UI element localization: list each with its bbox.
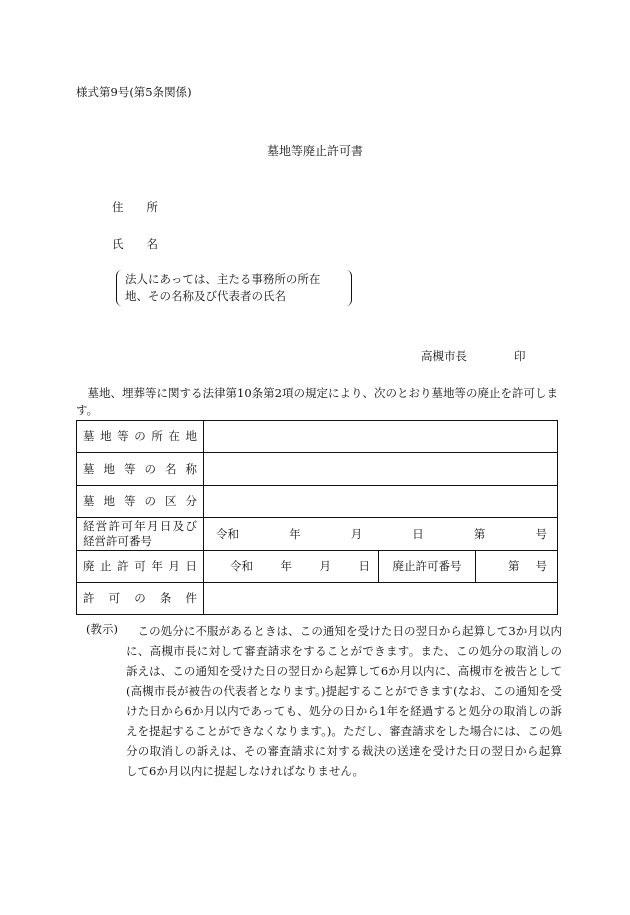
abolish-no-prefix: 第 [508, 559, 520, 573]
location-label: 墓地等の所在地 [83, 429, 197, 443]
permit-value-cell [204, 518, 558, 551]
permit-no-suffix: 号 [535, 526, 547, 541]
permit-era: 令和 [216, 526, 239, 541]
category-value-cell [204, 486, 558, 518]
cemetery-name-value-cell [204, 453, 558, 486]
category-label-cell [77, 486, 204, 518]
table-row-conditions [77, 583, 558, 615]
permit-no-prefix: 第 [473, 526, 486, 541]
abolish-era: 令和 [230, 559, 253, 573]
permit-table [76, 420, 558, 615]
abolish-date-label: 廃止許可年月日 [83, 559, 197, 573]
corporation-note [116, 270, 352, 306]
table-row-name [77, 453, 558, 486]
abolish-month: 月 [319, 559, 331, 573]
table-row-location [77, 421, 558, 453]
notice-heading: (教示) [86, 622, 118, 636]
cemetery-name-label-cell [77, 453, 204, 486]
conditions-label-cell [77, 583, 204, 615]
corporation-note-line1: 法人にあっては、主たる事務所の所在 [125, 272, 321, 286]
abolish-date-label-cell [77, 551, 204, 583]
location-label-cell [77, 421, 204, 453]
permit-month: 月 [350, 526, 363, 541]
form-number: 様式第9号(第5条関係) [76, 85, 192, 99]
table-row-category [77, 486, 558, 518]
abolish-no-label: 廃止許可番号 [392, 559, 462, 573]
permit-year: 年 [289, 526, 301, 541]
permit-value-line [210, 527, 551, 542]
name-label [112, 236, 158, 252]
abolish-value-cell [204, 551, 558, 583]
notice-body: この処分に不服があるときは、この通知を受けた日の翌日から起算して3か月以内に、高槻市長に対して審査請求をすることができます。また、この処分の取消しの訴えは、この通知を受けた日の翌日から起算して6か月以内に、高槻市を被告として(高槻市長が被告の代表者となります。)提起することができます(なお、この通知を受けた日から6か月以内であっても、処分の日から1年を経過すると処分の取消しの訴えを提起することができなくなります。)。ただし、審査請求をした場合には、この処分の取消しの訴えは、その審査請求に対する裁決の送達を受けた日の翌日から起算して6か月以内に提起しなければなりません。 [126, 624, 562, 778]
seal-mark: 印 [514, 349, 526, 363]
abolish-no-value [476, 551, 557, 582]
address-label [112, 199, 158, 215]
abolish-year: 年 [280, 559, 292, 573]
name-label-text: 氏名 [112, 237, 158, 251]
document-title: 墓地等廃止許可書 [266, 144, 363, 158]
cemetery-name-label: 墓地等の名称 [83, 461, 197, 476]
permit-label-cell [77, 518, 204, 551]
abolish-no-suffix: 号 [535, 559, 547, 573]
abolish-day: 日 [358, 559, 370, 573]
table-row-abolish [77, 551, 558, 583]
issuer-name: 高槻市長 [421, 349, 467, 363]
table-row-permit [77, 518, 558, 551]
conditions-value-cell [204, 583, 558, 615]
permit-label-line1: 経営許可年月日及び [83, 519, 197, 533]
intro-paragraph: 墓地、埋葬等に関する法律第10条第2項の規定により、次のとおり墓地等の廃止を許可します。 [76, 386, 558, 417]
address-label-text: 住所 [112, 200, 158, 214]
abolish-date-value [204, 551, 378, 582]
abolish-inner-row [204, 551, 557, 582]
location-value-cell [204, 421, 558, 453]
corporation-note-line2: 地、その名称及び代表者の氏名 [125, 289, 286, 303]
category-label: 墓地等の区分 [83, 494, 197, 508]
permit-day: 日 [412, 526, 424, 541]
abolish-no-label-cell [378, 551, 476, 582]
conditions-label: 許可の条件 [83, 591, 197, 605]
permit-label-line2: 経営許可番号 [83, 534, 152, 548]
